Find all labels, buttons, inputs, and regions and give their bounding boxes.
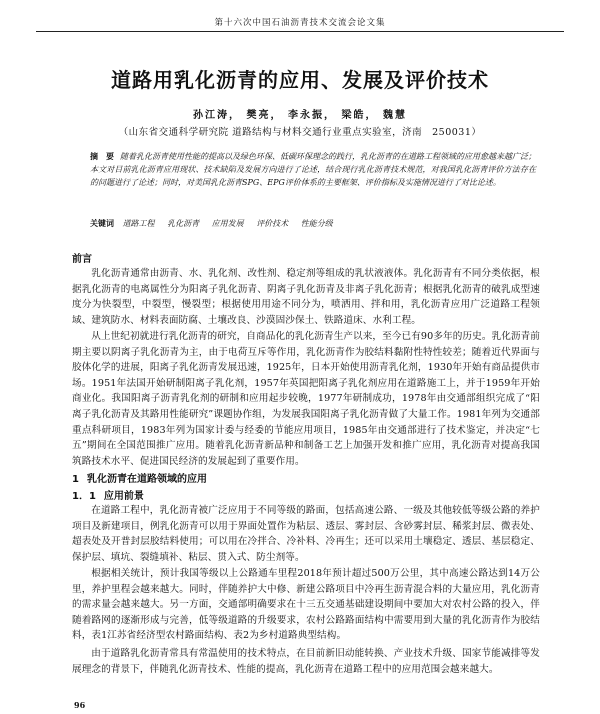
body-paragraph: 根据相关统计，预计我国等级以上公路通车里程2018年预计超过500万公里，其中高速公路达到14万公里，养护里程会越来越大。同时，伴随养护大中修、新建公路项目中冷再生沥青混合料的大量应用，乳化沥青的需求量会越来越大。另一方面，交通部明确要求在十三五交通基础建设期间中要加大对农村公路的投入，伴随着路网的逐渐形成与完善，低等级道路的升级要求，农村公路路面结构中需要用到大量的乳化沥青作为胶结料，表1江苏省经济型农村路面结构、表2为乡村道路典型结构。 <box>72 568 540 642</box>
keyword: 性能分级 <box>300 219 333 228</box>
body-paragraph: 乳化沥青通常由沥青、水、乳化剂、改性剂、稳定剂等组成的乳状液液体。乳化沥青有不同分类依据，根据乳化沥青的电离属性分为阳离子乳化沥青、阴离子乳化沥青及非离子乳化沥青；根据乳化沥青的破乳成型速度分为快裂型，中裂型，慢裂型；根据使用用途不同分为，喷洒用、拌和用，乳化沥青应用广泛道路工程领域、建筑防水、材料表面防腐、土壤改良、沙漠固沙保土、铁路道床、水利工程。 <box>72 268 540 326</box>
keywords-label: 关键词 <box>90 218 114 228</box>
section-heading-preface: 前言 <box>72 254 92 265</box>
keyword: 评价技术 <box>256 219 289 228</box>
section-number: 1．1 <box>72 491 96 502</box>
keyword: 应用发展 <box>211 219 244 228</box>
running-header: 第十六次中国石油沥青技术交流会论文集 <box>36 16 564 32</box>
section-heading-1 <box>72 470 207 485</box>
keyword: 乳化沥青 <box>167 219 200 228</box>
section-title: 乳化沥青在道路领域的应用 <box>86 474 207 485</box>
body-paragraph: 在道路工程中，乳化沥青被广泛应用于不同等级的路面，包括高速公路、一级及其他较低等级公路的养护项目及新建项目，例乳化沥青可以用于界面处置作为粘层、透层、雾封层、含砂雾封层、稀浆封层、微表处、超表处及开普封层胶结料使用；可以用在冷拌合、冷补料、冷再生；还可以采用土壤稳定、透层、基层稳定、保护层、填坑、裂缝填补、粘层、贯入式、防尘剂等。 <box>72 505 540 563</box>
abstract-text: 随着乳化沥青使用性能的提高以及绿色环保、低碳环保理念的践行，乳化沥青的在道路工程领域的应用愈越来越广泛；本文对目前乳化沥青应用现状、技术缺陷及发展方向进行了论述，结合现行乳化沥青技术规范，对我国乳化沥青评价方法存在的问题进行了论述；同时，对美国乳化沥青SPG、EPG评价体系的主要框架、评价指标及实施情况进行了对比论述。 <box>90 152 536 187</box>
section-number: 1 <box>72 474 79 485</box>
body-paragraph: 从上世纪初就进行乳化沥青的研究，自商品化的乳化沥青生产以来，至今已有90多年的历史。乳化沥青前期主要以阴离子乳化沥青为主，由于电荷互斥等作用，乳化沥青作为胶结料黏附性特性较差；随着近代界面与胶体化学的进展，阳离子乳化沥青发展迅速，1925年，日本开始使用沥青乳化剂，1930年开始有商品提供市场。1951年法国开始研制阳离子乳化剂，1957年英国把阳离子乳化剂应用在道路施工上，并于1959年开始商业化。我国阳离子沥青乳化剂的研制和应用起步较晚，1977年研制成功，1978年由交通部组织完成了“阳离子乳化沥青及其路用性能研究”课题协作组，为发展我国阳离子乳化沥青做了大量工作。1981年列为交通部重点科研项目，1983年列为国家计委与经委的节能应用项目，1985年由交通部进行了技术鉴定，并决定“七五”期间在全国范围推广应用。随着乳化沥青新品种和制备工艺上加强开发和推广应用，乳化沥青对提高我国筑路技术水平、促进国民经济的发展起到了重要作用。 <box>72 331 540 467</box>
author-list: 孙江涛， 樊亮， 李永振， 梁皓， 魏慧 <box>193 110 407 121</box>
author-affiliation: （山东省交通科学研究院 道路结构与材料交通行业重点实验室，济南 250031） <box>118 127 482 138</box>
page-number: 96 <box>74 700 86 710</box>
abstract <box>90 150 536 189</box>
keywords <box>90 217 536 230</box>
abstract-label: 摘 要 <box>90 151 114 161</box>
section-heading-1-1 <box>72 487 144 502</box>
body-paragraph: 由于道路乳化沥青常具有常温使用的技术特点，在目前新旧动能转换、产业技术升级、国家节能减排等发展理念的背景下，伴随乳化沥青技术、性能的提高，乳化沥青在道路工程中的应用范围会越来越大。 <box>72 648 540 675</box>
keyword: 道路工程 <box>122 219 155 228</box>
section-title: 应用前景 <box>103 491 144 502</box>
paper-title: 道路用乳化沥青的应用、发展及评价技术 <box>111 68 489 92</box>
